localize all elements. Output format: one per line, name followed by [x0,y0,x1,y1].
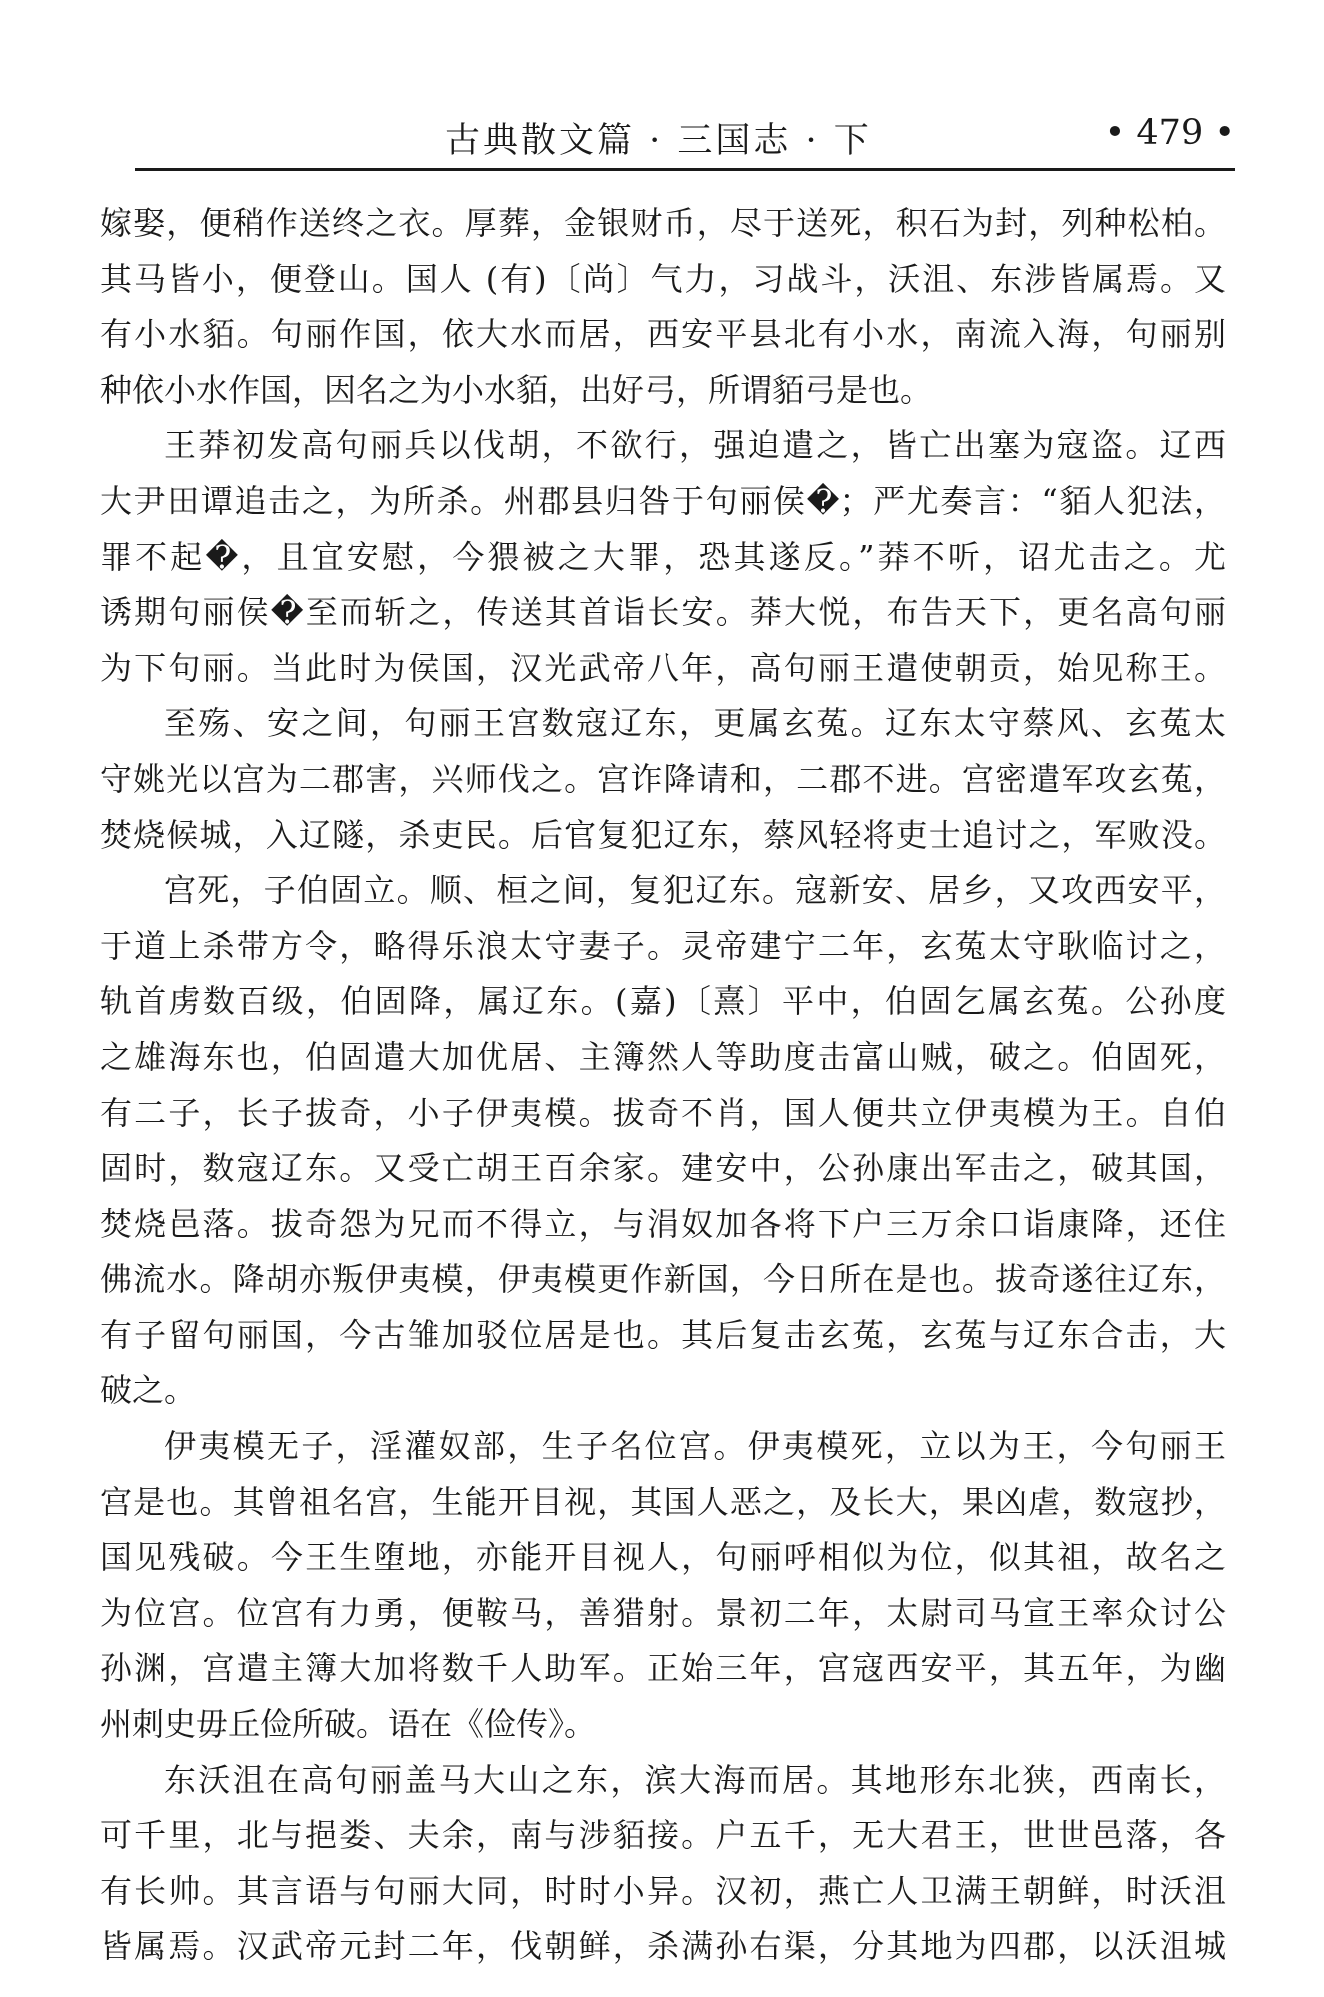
text-line: 种依小水作国，因名之为小水貊，出好弓，所谓貊弓是也。 [100,370,933,409]
text-line: 有长帅。其言语与句丽大同，时时小异。汉初，燕亡人卫满王朝鲜，时沃沮 [100,1871,1226,1910]
text-line: 大尹田谭追击之，为所杀。州郡县归咎于句丽侯�；严尤奏言：“貊人犯法， [100,481,1226,520]
text-line: 守姚光以宫为二郡害，兴师伐之。宫诈降请和，二郡不进。宫密遣军攻玄菟， [100,759,1226,798]
text-line: 其马皆小，便登山。国人 (有)〔尚〕气力，习战斗，沃沮、东涉皆属焉。又 [100,259,1226,298]
text-line: 为下句丽。当此时为侯国，汉光武帝八年，高句丽王遣使朝贡，始见称王。 [100,648,1226,687]
text-line: 焚烧候城，入辽隧，杀吏民。后官复犯辽东，蔡风轻将吏士追讨之，军败没。 [100,815,1226,854]
text-line: 焚烧邑落。拔奇怨为兄而不得立，与涓奴加各将下户三万余口诣康降，还住 [100,1204,1226,1243]
page-header [135,95,1235,171]
text-line: 王莽初发高句丽兵以伐胡，不欲行，强迫遣之，皆亡出塞为寇盗。辽西 [164,426,1226,465]
text-line: 州刺史毋丘俭所破。语在《俭传》。 [100,1705,597,1744]
text-line: 孙渊，宫遣主簿大加将数千人助军。正始三年，宫寇西安平，其五年，为幽 [100,1649,1226,1688]
text-line: 有二子，长子拔奇，小子伊夷模。拔奇不肖，国人便共立伊夷模为王。自伯 [100,1093,1226,1132]
header-divider [135,168,1235,171]
text-line: 轨首虏数百级，伯固降，属辽东。(嘉)〔熹〕平中，伯固乞属玄菟。公孙度 [100,982,1226,1021]
text-line: 为位宫。位宫有力勇，便鞍马，善猎射。景初二年，太尉司马宣王率众讨公 [100,1593,1226,1632]
text-line: 固时，数寇辽东。又受亡胡王百余家。建安中，公孙康出军击之，破其国， [100,1149,1226,1188]
text-line: 伊夷模无子，淫灌奴部，生子名位宫。伊夷模死，立以为王，今句丽王 [164,1427,1226,1466]
text-line: 宫死，子伯固立。顺、桓之间，复犯辽东。寇新安、居乡，又攻西安平， [164,871,1226,910]
text-line: 嫁娶，便稍作送终之衣。厚葬，金银财币，尽于送死，积石为封，列种松柏。 [100,204,1226,242]
text-line: 罪不起�，且宜安慰，今猥被之大罪，恐其遂反。”莽不听，诏尤击之。尤 [100,537,1226,576]
text-line: 至殇、安之间，句丽王宫数寇辽东，更属玄菟。辽东太守蔡风、玄菟太 [164,704,1226,743]
text-line: 可千里，北与挹娄、夫余，南与涉貊接。户五千，无大君王，世世邑落，各 [100,1816,1226,1855]
running-title: 古典散文篇 · 三国志 · 下 [445,121,872,161]
text-line: 破之。 [100,1371,197,1410]
page-number: • 479 • [1104,113,1235,153]
text-line: 宫是也。其曾祖名宫，生能开目视，其国人恶之，及长大，果凶虐，数寇抄， [100,1482,1226,1521]
text-line: 东沃沮在高句丽盖马大山之东，滨大海而居。其地形东北狭，西南长， [164,1760,1226,1799]
text-line: 皆属焉。汉武帝元封二年，伐朝鲜，杀满孙右渠，分其地为四郡，以沃沮城 [100,1927,1226,1966]
text-line: 有小水貊。句丽作国，依大水而居，西安平县北有小水，南流入海，句丽别 [100,315,1226,354]
text-line: 国见残破。今王生堕地，亦能开目视人，句丽呼相似为位，似其祖，故名之 [100,1538,1226,1577]
body-text [100,196,1226,1975]
text-line: 诱期句丽侯�至而斩之，传送其首诣长安。莽大悦，布告天下，更名高句丽 [100,593,1226,632]
text-line: 之雄海东也，伯固遣大加优居、主簿然人等助度击富山贼，破之。伯固死， [100,1037,1226,1076]
text-line: 佛流水。降胡亦叛伊夷模，伊夷模更作新国，今日所在是也。拔奇遂往辽东， [100,1260,1226,1299]
text-line: 于道上杀带方令，略得乐浪太守妻子。灵帝建宁二年，玄菟太守耿临讨之， [100,926,1226,965]
text-line: 有子留句丽国，今古雏加驳位居是也。其后复击玄菟，玄菟与辽东合击，大 [100,1315,1226,1354]
